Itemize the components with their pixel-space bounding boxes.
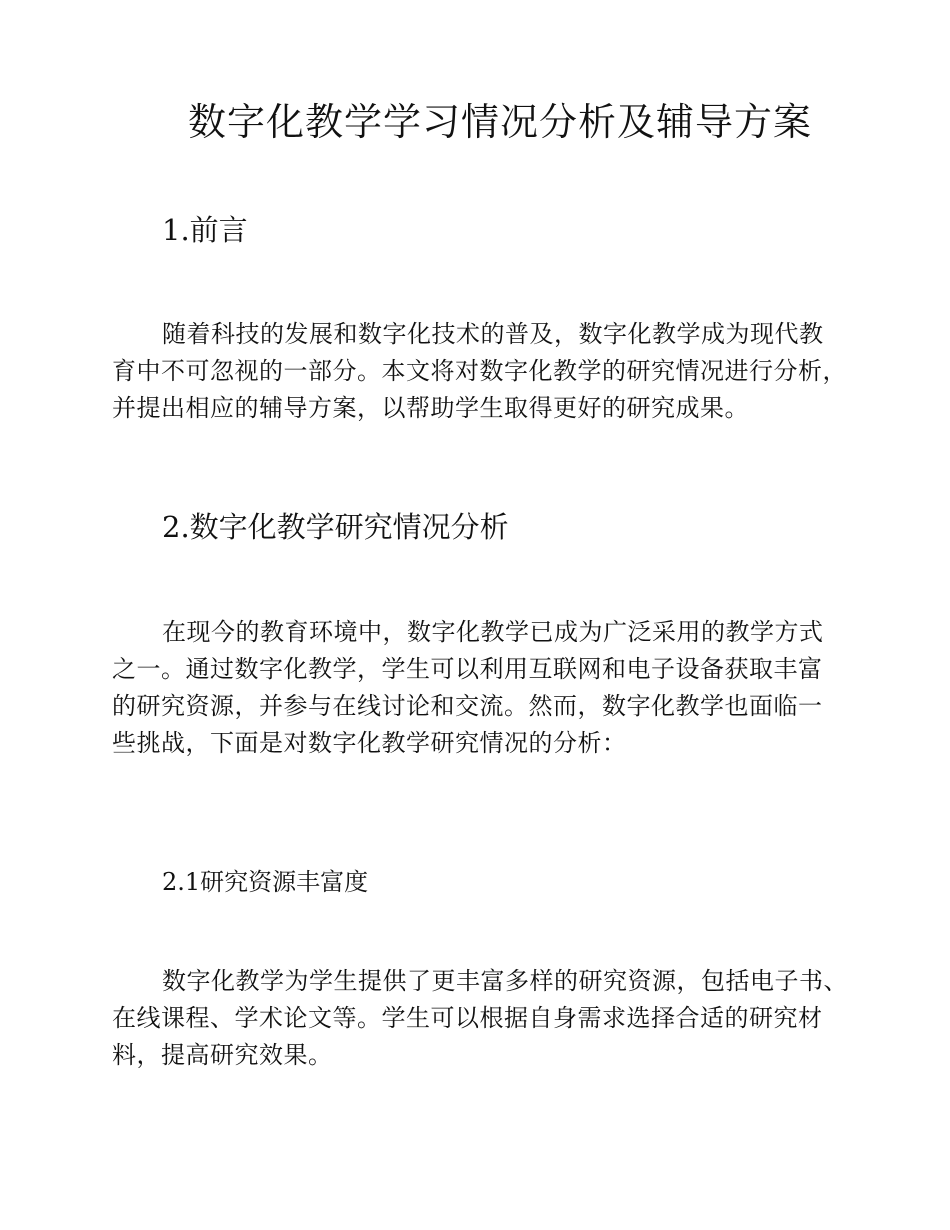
subsection-heading-resources: 2.1研究资源丰富度 — [162, 868, 369, 896]
paragraph-preface — [112, 316, 852, 427]
paragraph-analysis — [112, 614, 852, 762]
paragraph-line: 些挑战，下面是对数字化教学研究情况的分析： — [112, 729, 627, 757]
document-title: 数字化教学学习情况分析及辅导方案 — [187, 100, 812, 144]
paragraph-line: 在线课程、学术论文等。学生可以根据自身需求选择合适的研究材 — [112, 1004, 823, 1032]
paragraph-line: 育中不可忽视的一部分。本文将对数字化教学的研究情况进行分析， — [112, 357, 847, 385]
paragraph-line: 之一。通过数字化教学，学生可以利用互联网和电子设备获取丰富 — [112, 655, 823, 683]
paragraph-resources — [112, 963, 852, 1074]
paragraph-line: 随着科技的发展和数字化技术的普及，数字化教学成为现代教 — [162, 320, 824, 348]
paragraph-line: 在现今的教育环境中，数字化教学已成为广泛采用的教学方式 — [162, 618, 824, 646]
section-heading-analysis: 2.数字化教学研究情况分析 — [162, 510, 509, 544]
paragraph-line: 的研究资源，并参与在线讨论和交流。然而，数字化教学也面临一 — [112, 692, 823, 720]
paragraph-line: 数字化教学为学生提供了更丰富多样的研究资源，包括电子书、 — [162, 967, 848, 995]
section-heading-preface: 1.前言 — [162, 213, 248, 247]
paragraph-line: 料，提高研究效果。 — [112, 1041, 333, 1069]
paragraph-line: 并提出相应的辅导方案，以帮助学生取得更好的研究成果。 — [112, 394, 749, 422]
